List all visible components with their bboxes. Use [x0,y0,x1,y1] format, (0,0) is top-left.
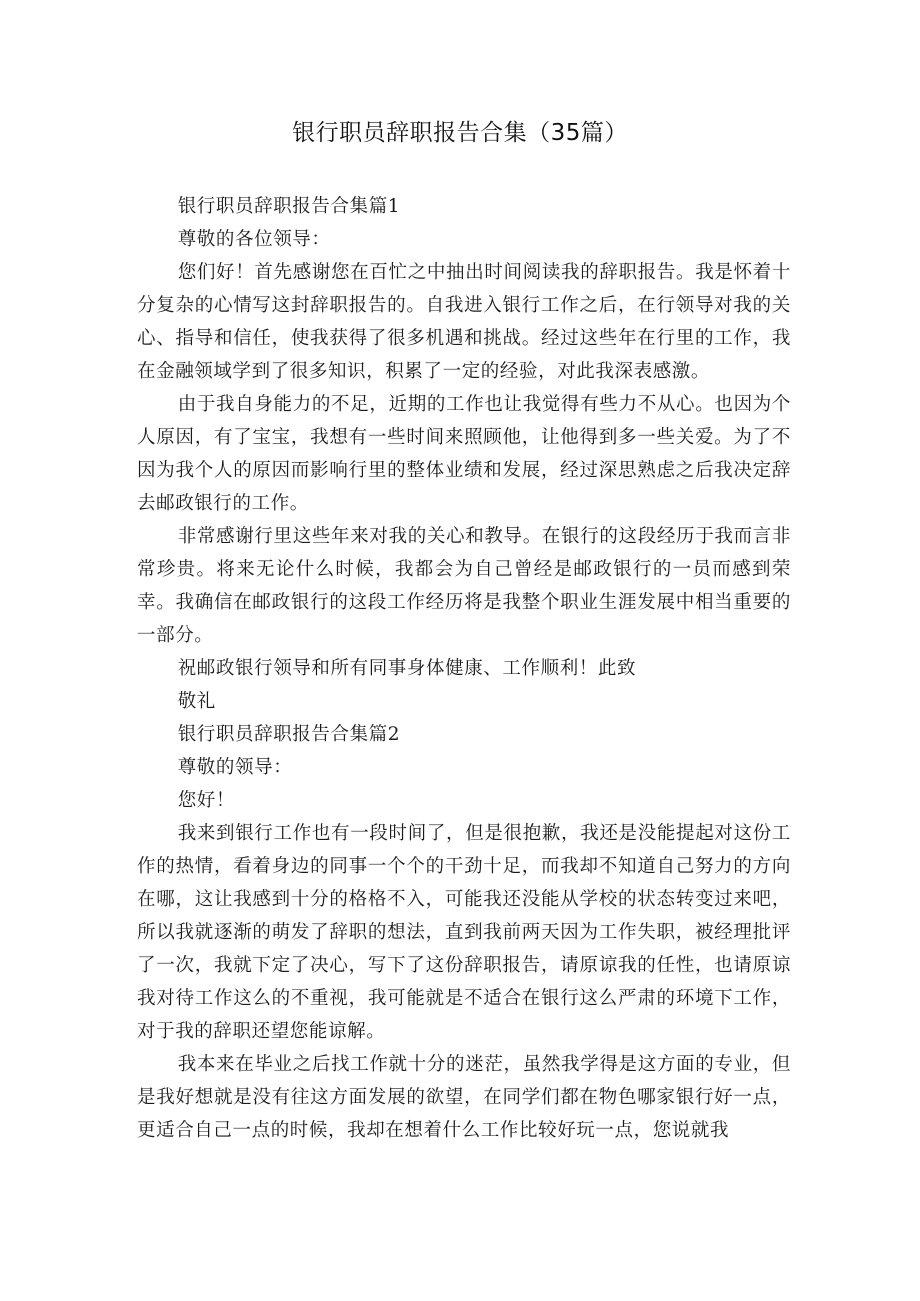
section-heading: 银行职员辞职报告合集篇2 [177,724,401,745]
closing-regards: 敬礼 [177,691,216,712]
greeting: 您好！ [177,790,235,811]
body-paragraph: 我本来在毕业之后找工作就十分的迷茫，虽然我学得是这方面的专业，但是我好想就是没有往这方面发展的欲望，在同学们都在物色哪家银行好一点，更适合自己一点的时候，我却在想着什么工作比较好玩一点，您说就我 [137,1054,791,1141]
body-paragraph: 由于我自身能力的不足，近期的工作也让我觉得有些力不从心。也因为个人原因，有了宝宝，我想有一些时间来照顾他，让他得到多一些关爱。为了不因为我个人的原因而影响行里的整体业绩和发展，经过深思熟虑之后我决定辞去邮政银行的工作。 [137,394,791,514]
document-body [137,190,791,1147]
body-paragraph: 您们好！首先感谢您在百忙之中抽出时间阅读我的辞职报告。我是怀着十分复杂的心情写这封辞职报告的。自我进入银行工作之后，在行领导对我的关心、指导和信任，使我获得了很多机遇和挑战。经过这些年在行里的工作，我在金融领域学到了很多知识，积累了一定的经验，对此我深表感激。 [137,262,791,382]
salutation: 尊敬的领导： [177,757,293,778]
closing-line: 祝邮政银行领导和所有同事身体健康、工作顺利！此致 [177,658,637,679]
salutation: 尊敬的各位领导： [177,229,331,250]
section-heading: 银行职员辞职报告合集篇1 [177,196,401,217]
document-title: 银行职员辞职报告合集（35篇） [292,120,628,146]
body-paragraph: 我来到银行工作也有一段时间了，但是很抱歉，我还是没能提起对这份工作的热情，看着身边的同事一个个的干劲十足，而我却不知道自己努力的方向在哪，这让我感到十分的格格不入，可能我还没能从学校的状态转变过来吧，所以我就逐渐的萌发了辞职的想法，直到我前两天因为工作失职，被经理批评了一次，我就下定了决心，写下了这份辞职报告，请原谅我的任性，也请原谅我对待工作这么的不重视，我可能就是不适合在银行这么严肃的环境下工作，对于我的辞职还望您能谅解。 [137,823,791,1042]
body-paragraph: 非常感谢行里这些年来对我的关心和教导。在银行的这段经历于我而言非常珍贵。将来无论什么时候，我都会为自己曾经是邮政银行的一员而感到荣幸。我确信在邮政银行的这段工作经历将是我整个职业生涯发展中相当重要的一部分。 [137,526,791,646]
